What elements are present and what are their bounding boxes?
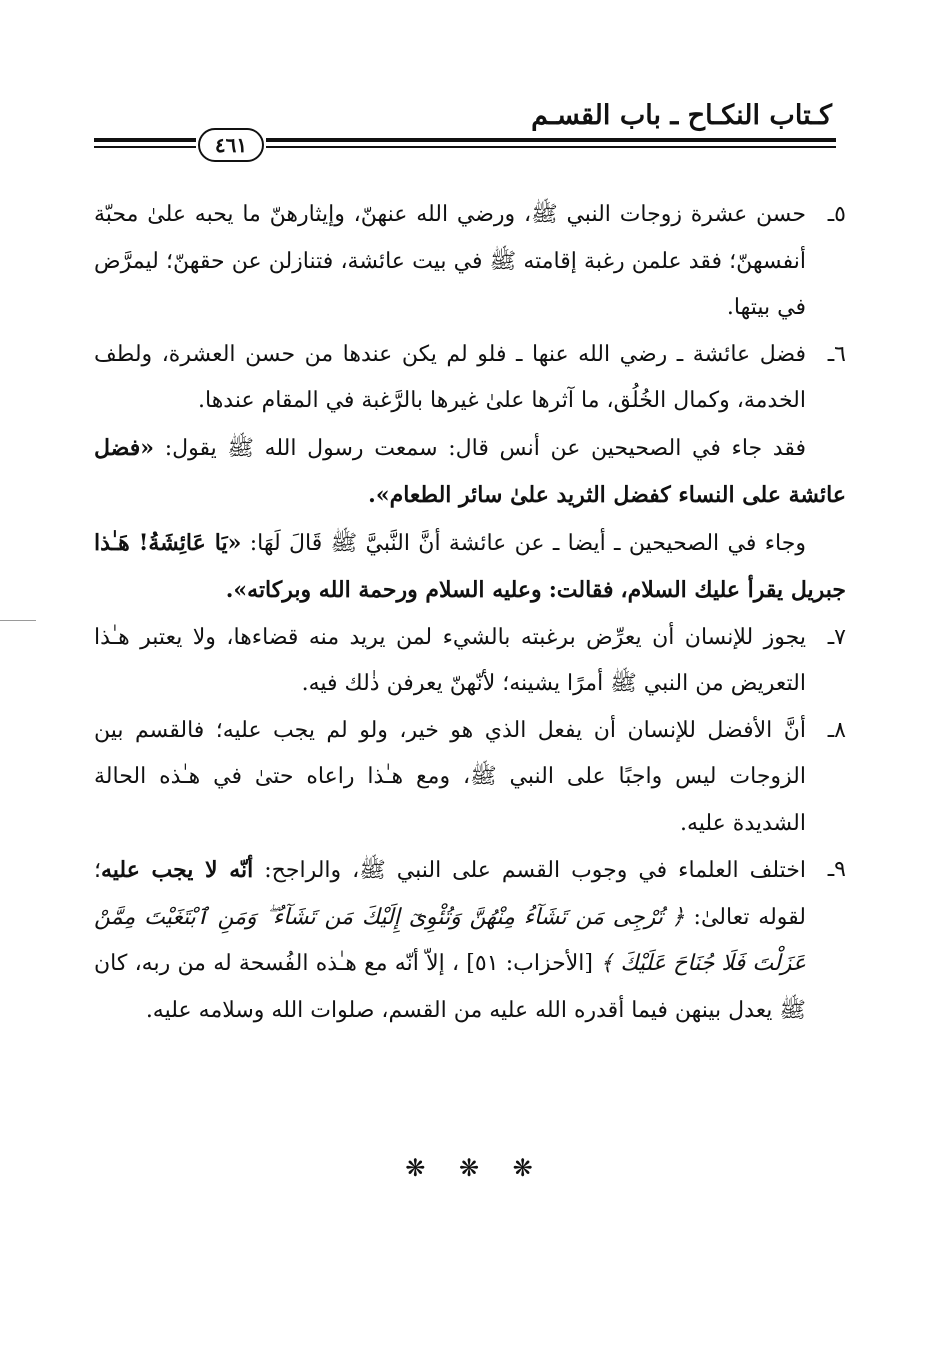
item-text: اختلف العلماء في وجوب القسم على النبي ﷺ، والراجح:	[264, 858, 807, 883]
hadith-anas-paragraph	[94, 425, 846, 520]
item-text: حسن عشرة زوجات النبي ﷺ، ورضي الله عنهنّ، وإيثارهنّ ما يحبه علىٰ محبّة أنفسهنّ؛ فقد علمن رغبة إقامته ﷺ في بيت عائشة، فتنازلن عن حقهنّ؛ ليمرَّض في بيتها.	[94, 202, 806, 320]
header-rule-thick	[94, 138, 196, 142]
hadith-aisha-paragraph	[94, 520, 846, 615]
hadith-reply: وعليه السلام ورحمة الله وبركاته».	[225, 577, 542, 603]
hadith-quote: «يَا عَائِشَةُ! هَـٰذا جبريل يقرأ عليك السلام،	[94, 529, 846, 603]
hadith-quote: «فضل عائشة على النساء كفضل الثريد علىٰ سائر الطعام».	[94, 434, 846, 508]
list-item	[94, 847, 846, 1034]
item-text: فضل عائشة ـ رضي الله عنها ـ فلو لم يكن عندها من حسن العشرة، ولطف الخدمة، وكمال الخُلُق، ما آثرها علىٰ غيرها بالرَّغبة في المقام عندها.	[94, 341, 806, 413]
hadith-intro: وجاء في الصحيحين ـ أيضا ـ عن عائشة أنَّ النَّبيَّ ﷺ قَالَ لَهَا:	[249, 530, 806, 556]
verse-reference: [الأحزاب: ٥١]	[466, 951, 593, 976]
item-text: أنَّ الأفضل للإنسان أن يفعل الذي هو خير، ولو لم يجب عليه؛ فالقسم بين الزوجات ليس واجبًا على النبي ﷺ، ومع هـٰذا راعاه حتىٰ في هـٰذه الحالة الشديدة عليه.	[94, 717, 806, 836]
item-ruling: أنّه لا يجب عليه	[101, 857, 254, 883]
item-text: ؛ لقوله تعالىٰ:	[94, 858, 806, 930]
item-text: ، إلاّ أنّه مع هـٰذه الفُسحة له من ربه، كان ﷺ يعدل بينهن فيما أقدره الله عليه من القسم، صلوات الله وسلامه عليه.	[94, 951, 806, 1023]
page-number-badge: ٤٦١	[198, 128, 264, 162]
header-rule-right	[266, 138, 836, 152]
list-item	[94, 615, 846, 708]
item-number: ٧ـ	[827, 624, 846, 650]
list-item	[94, 192, 846, 332]
item-number: ٩ـ	[827, 857, 846, 882]
list-item	[94, 332, 846, 425]
header-rule-left	[94, 138, 196, 152]
header-rule-thick	[266, 138, 836, 142]
section-end-stars: ❋ ❋ ❋	[405, 1154, 535, 1182]
hadith-reply-label: فقالت:	[548, 577, 614, 603]
header-rule-thin	[266, 146, 836, 148]
item-number: ٦ـ	[827, 341, 846, 367]
item-text: يجوز للإنسان أن يعرِّض برغبته بالشيء لمن يريد منه قضاءها، ولا يعتبر هـٰذا التعريض من النبي ﷺ أمرًا يشينه؛ لأنّهنّ يعرفن ذٰلك فيه.	[94, 624, 806, 696]
header-rule-thin	[94, 146, 196, 148]
item-number: ٥ـ	[827, 202, 846, 227]
list-item	[94, 708, 846, 848]
quran-verse: ﴿ تُرْجِى مَن تَشَآءُ مِنْهُنَّ وَتُئْوِىٓ إِلَيْكَ مَن تَشَآءُ ۖ وَمَنِ ٱبْتَغَيْتَ مِمَّنْ عَزَلْتَ فَلَا جُنَاحَ عَلَيْكَ ﴾	[94, 904, 806, 976]
hadith-intro: فقد جاء في الصحيحين عن أنس قال: سمعت رسول الله ﷺ يقول:	[164, 435, 806, 461]
page-body	[94, 192, 846, 1034]
running-header-title: كـتاب النكـاح ـ باب القسـم	[531, 100, 832, 131]
margin-mark	[0, 620, 36, 621]
item-number: ٨ـ	[827, 717, 846, 743]
